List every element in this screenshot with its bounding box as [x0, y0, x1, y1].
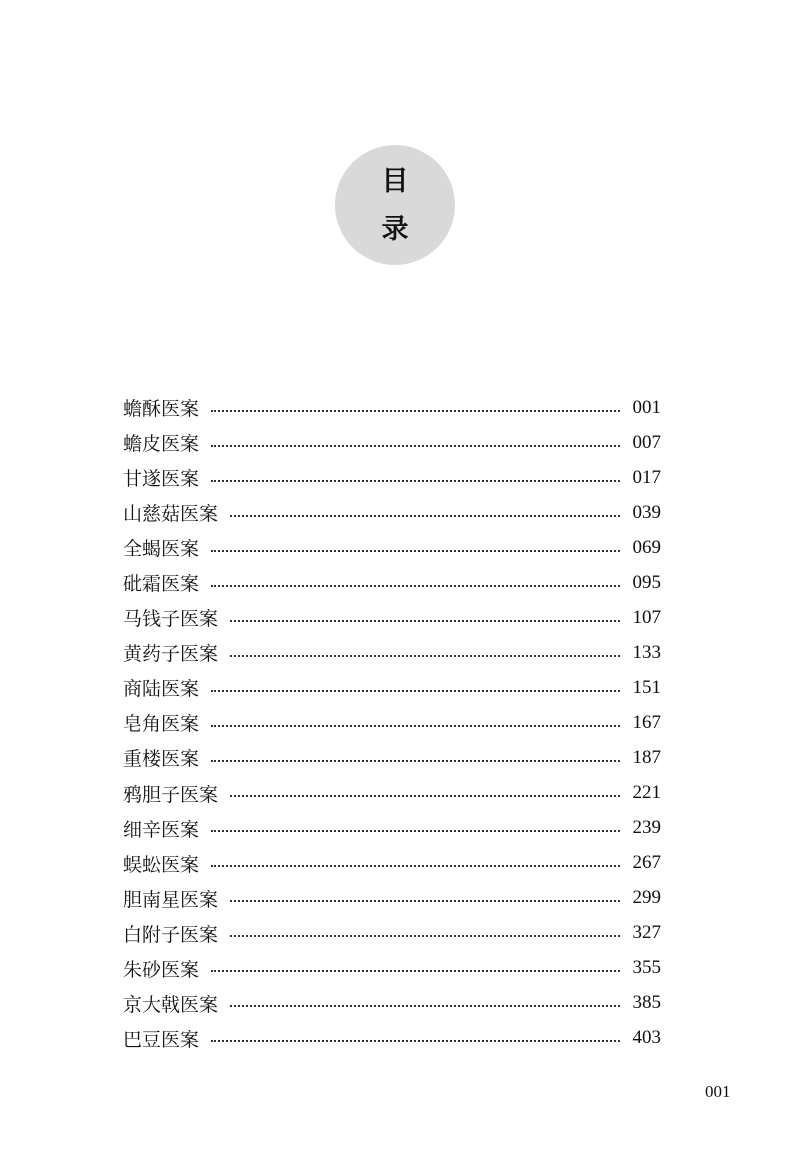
toc-entry-page: 355 [632, 957, 661, 979]
dot-leader [211, 760, 619, 762]
dot-leader [211, 725, 619, 727]
toc-entry-title: 黄药子医案 [123, 643, 219, 666]
toc-entry-title: 砒霜医案 [123, 573, 200, 596]
dot-leader [211, 830, 619, 832]
toc-title-char-1: 目 [381, 165, 409, 197]
toc-entry-title: 巴豆医案 [123, 1028, 200, 1051]
dot-leader [230, 795, 619, 797]
page-number: 001 [705, 1082, 731, 1101]
dot-leader [230, 935, 619, 937]
toc-entry-page: 151 [632, 676, 661, 698]
toc-entry[interactable] [123, 670, 661, 705]
toc-entry[interactable] [123, 460, 661, 495]
dot-leader [230, 620, 619, 622]
toc-entry-page: 133 [632, 641, 661, 663]
toc-entry-title: 重楼医案 [123, 748, 200, 771]
toc-entry[interactable] [123, 565, 661, 600]
toc-entry[interactable] [123, 635, 661, 670]
toc-entry[interactable] [123, 776, 661, 811]
toc-entry[interactable] [123, 951, 661, 986]
toc-entry-page: 187 [632, 746, 661, 768]
toc-entry-title: 朱砂医案 [123, 958, 200, 981]
toc-entry-title: 山慈菇医案 [123, 503, 219, 526]
dot-leader [230, 1005, 619, 1007]
toc-entry-page: 007 [632, 431, 661, 453]
dot-leader [230, 655, 619, 657]
toc-entry-title: 京大戟医案 [123, 993, 219, 1016]
dot-leader [211, 445, 619, 447]
dot-leader [211, 865, 619, 867]
dot-leader [211, 480, 619, 482]
toc-entry-page: 167 [632, 711, 661, 733]
toc-entry[interactable] [123, 986, 661, 1021]
dot-leader [211, 970, 619, 972]
dot-leader [230, 900, 619, 902]
toc-entry-page: 403 [632, 1027, 661, 1049]
toc-entry-page: 385 [632, 992, 661, 1014]
table-of-contents [123, 390, 661, 1056]
dot-leader [211, 550, 619, 552]
toc-entry-page: 039 [632, 501, 661, 523]
toc-entry-title: 细辛医案 [123, 818, 200, 841]
toc-entry-title: 皂角医案 [123, 713, 200, 736]
toc-entry-title: 鸦胆子医案 [123, 783, 219, 806]
toc-entry[interactable] [123, 390, 661, 425]
toc-entry-title: 甘遂医案 [123, 468, 200, 491]
dot-leader [211, 1040, 619, 1042]
toc-entry-page: 069 [632, 536, 661, 558]
toc-entry-title: 商陆医案 [123, 678, 200, 701]
toc-entry[interactable] [123, 495, 661, 530]
toc-entry-page: 095 [632, 571, 661, 593]
toc-entry-page: 107 [632, 606, 661, 628]
toc-entry[interactable] [123, 846, 661, 881]
toc-entry[interactable] [123, 705, 661, 740]
toc-entry[interactable] [123, 811, 661, 846]
toc-entry-page: 001 [632, 396, 661, 418]
toc-title-circle [335, 145, 455, 265]
dot-leader [211, 690, 619, 692]
toc-entry-page: 327 [632, 922, 661, 944]
toc-title-char-2: 录 [381, 213, 409, 245]
toc-entry-title: 全蝎医案 [123, 538, 200, 561]
toc-entry-title: 胆南星医案 [123, 888, 219, 911]
toc-entry-title: 蟾酥医案 [123, 398, 200, 421]
toc-entry-page: 267 [632, 852, 661, 874]
dot-leader [211, 585, 619, 587]
toc-entry-page: 299 [632, 887, 661, 909]
toc-entry-title: 马钱子医案 [123, 608, 219, 631]
toc-entry[interactable] [123, 740, 661, 775]
dot-leader [211, 410, 619, 412]
toc-entry[interactable] [123, 600, 661, 635]
toc-entry-title: 蟾皮医案 [123, 433, 200, 456]
toc-entry-page: 239 [632, 817, 661, 839]
toc-entry[interactable] [123, 530, 661, 565]
dot-leader [230, 515, 619, 517]
toc-entry[interactable] [123, 916, 661, 951]
toc-entry-page: 221 [632, 782, 661, 804]
toc-entry[interactable] [123, 425, 661, 460]
toc-entry-page: 017 [632, 466, 661, 488]
toc-entry[interactable] [123, 1021, 661, 1056]
toc-entry[interactable] [123, 881, 661, 916]
toc-entry-title: 白附子医案 [123, 923, 219, 946]
toc-entry-title: 蜈蚣医案 [123, 853, 200, 876]
